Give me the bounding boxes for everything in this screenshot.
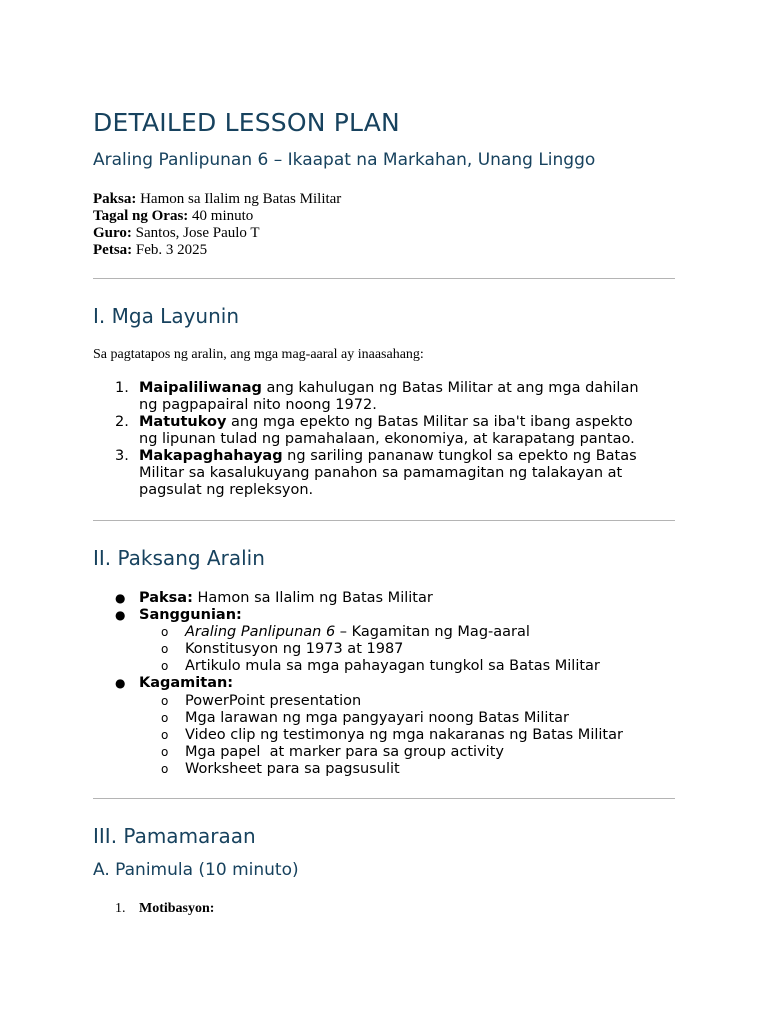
objective-verb: Makapaghahayag — [139, 448, 283, 464]
sub-list-item — [93, 693, 675, 710]
objective-text: Militar sa kasalukuyang panahon sa pamamagitan ng talakayan at — [139, 465, 623, 481]
document-subtitle: Araling Panlipunan 6 – Ikaapat na Markahan, Unang Linggo — [93, 150, 596, 170]
meta-value: 40 minuto — [192, 208, 254, 224]
lesson-meta — [93, 191, 341, 259]
meta-value: Santos, Jose Paulo T — [135, 225, 260, 241]
meta-paksa — [93, 191, 341, 208]
item-label: Sanggunian: — [139, 607, 242, 624]
section-heading-pamamaraan: III. Pamamaraan — [93, 824, 256, 848]
sub-list-item — [93, 761, 675, 778]
objective-text: ng pagpapairal nito noong 1972. — [139, 397, 377, 413]
circle-bullet-icon: o — [161, 642, 169, 657]
meta-guro — [93, 225, 341, 242]
circle-bullet-icon: o — [161, 710, 169, 725]
item-label: Kagamitan: — [139, 675, 234, 692]
divider — [93, 278, 675, 279]
divider — [93, 798, 675, 799]
material-text: PowerPoint presentation — [185, 692, 362, 709]
circle-bullet-icon: o — [161, 659, 169, 674]
sub-list-item — [93, 710, 675, 727]
section-heading-paksang-aralin: II. Paksang Aralin — [93, 546, 265, 570]
circle-bullet-icon: o — [161, 761, 169, 776]
item-number: 3. — [115, 448, 129, 464]
list-item — [93, 448, 683, 499]
list-item — [93, 380, 683, 414]
document-title: DETAILED LESSON PLAN — [93, 108, 400, 137]
circle-bullet-icon: o — [161, 625, 169, 640]
meta-label: Paksa: — [93, 191, 137, 207]
item-number: 1. — [115, 380, 129, 396]
objective-text: ang mga epekto ng Batas Militar sa iba't ibang aspekto — [226, 414, 633, 430]
sub-list-item — [93, 744, 675, 761]
list-item — [93, 607, 675, 624]
material-text: Mga papel at marker para sa group activity — [185, 743, 504, 760]
topic-list — [93, 590, 675, 778]
section-heading-layunin: I. Mga Layunin — [93, 304, 239, 328]
reference-title: Araling Panlipunan 6 — [185, 624, 336, 641]
reference-text: Artikulo mula sa mga pahayagan tungkol sa Batas Militar — [185, 658, 600, 675]
meta-value: Feb. 3 2025 — [135, 242, 208, 258]
item-number: 1. — [115, 901, 126, 916]
meta-value: Hamon sa Ilalim ng Batas Militar — [140, 191, 342, 207]
meta-petsa — [93, 242, 341, 259]
objective-verb: Maipaliliwanag — [139, 380, 262, 396]
meta-label: Tagal ng Oras: — [93, 208, 189, 224]
list-item — [93, 590, 675, 607]
bullet-icon: ● — [115, 608, 126, 623]
circle-bullet-icon: o — [161, 693, 169, 708]
objective-text: ng lipunan tulad ng pamahalaan, ekonomiya, at karapatang pantao. — [139, 431, 635, 447]
sub-list-item — [93, 658, 675, 675]
objectives-list — [93, 380, 683, 499]
sub-list-item — [93, 624, 675, 641]
meta-label: Petsa: — [93, 242, 133, 258]
objective-text: ng sariling pananaw tungkol sa epekto ng Batas — [282, 448, 637, 464]
step-label: Motibasyon: — [139, 901, 215, 916]
item-value: Hamon sa Ilalim ng Batas Militar — [192, 590, 433, 606]
objective-verb: Matutukoy — [139, 414, 227, 430]
meta-label: Guro: — [93, 225, 132, 241]
objective-text: pagsulat ng repleksyon. — [139, 482, 314, 498]
bullet-icon: ● — [115, 591, 126, 605]
meta-tagal — [93, 208, 341, 225]
item-label: Paksa: — [139, 590, 193, 606]
bullet-icon: ● — [115, 676, 126, 691]
sub-list-item — [93, 641, 675, 658]
material-text: Video clip ng testimonya ng mga nakaranas ng Batas Militar — [185, 726, 623, 743]
circle-bullet-icon: o — [161, 727, 169, 742]
material-text: Worksheet para sa pagsusulit — [185, 760, 400, 777]
reference-text: – Kagamitan ng Mag-aaral — [335, 624, 530, 641]
list-item — [93, 414, 683, 448]
objective-text: ang kahulugan ng Batas Militar at ang mga dahilan — [261, 380, 639, 396]
list-item — [93, 675, 675, 692]
material-text: Mga larawan ng mga pangyayari noong Batas Militar — [185, 709, 569, 726]
sub-heading-panimula: A. Panimula (10 minuto) — [93, 860, 299, 880]
reference-text: Konstitusyon ng 1973 at 1987 — [185, 641, 404, 658]
divider — [93, 520, 675, 521]
circle-bullet-icon: o — [161, 744, 169, 759]
item-number: 2. — [115, 414, 129, 430]
objectives-intro: Sa pagtatapos ng aralin, ang mga mag-aaral ay inaasahang: — [93, 347, 424, 362]
sub-list-item — [93, 727, 675, 744]
